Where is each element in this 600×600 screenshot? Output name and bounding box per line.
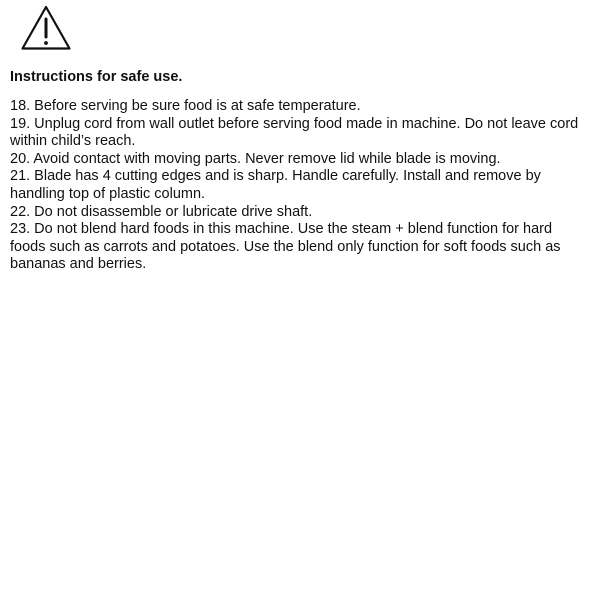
instruction-item: 23. Do not blend hard foods in this machine. Use the steam + blend function for hard foods such as carrots and potatoes. Use the blend only function for soft foods such as bananas and berries.: [10, 221, 561, 273]
warning-triangle-icon: [20, 4, 72, 52]
instruction-item: 21. Blade has 4 cutting edges and is sharp. Handle carefully. Install and remove by handling top of plastic column.: [10, 168, 541, 202]
instruction-item: 22. Do not disassemble or lubricate drive shaft.: [10, 203, 313, 220]
instruction-item: 19. Unplug cord from wall outlet before serving food made in machine. Do not leave cord within child’s reach.: [10, 115, 579, 150]
instructions-heading: Instructions for safe use.: [10, 69, 183, 85]
instructions-list: [10, 98, 590, 274]
instruction-item: 18. Before serving be sure food is at safe temperature.: [10, 98, 361, 114]
instruction-item: 20. Avoid contact with moving parts. Never remove lid while blade is moving.: [10, 150, 501, 167]
